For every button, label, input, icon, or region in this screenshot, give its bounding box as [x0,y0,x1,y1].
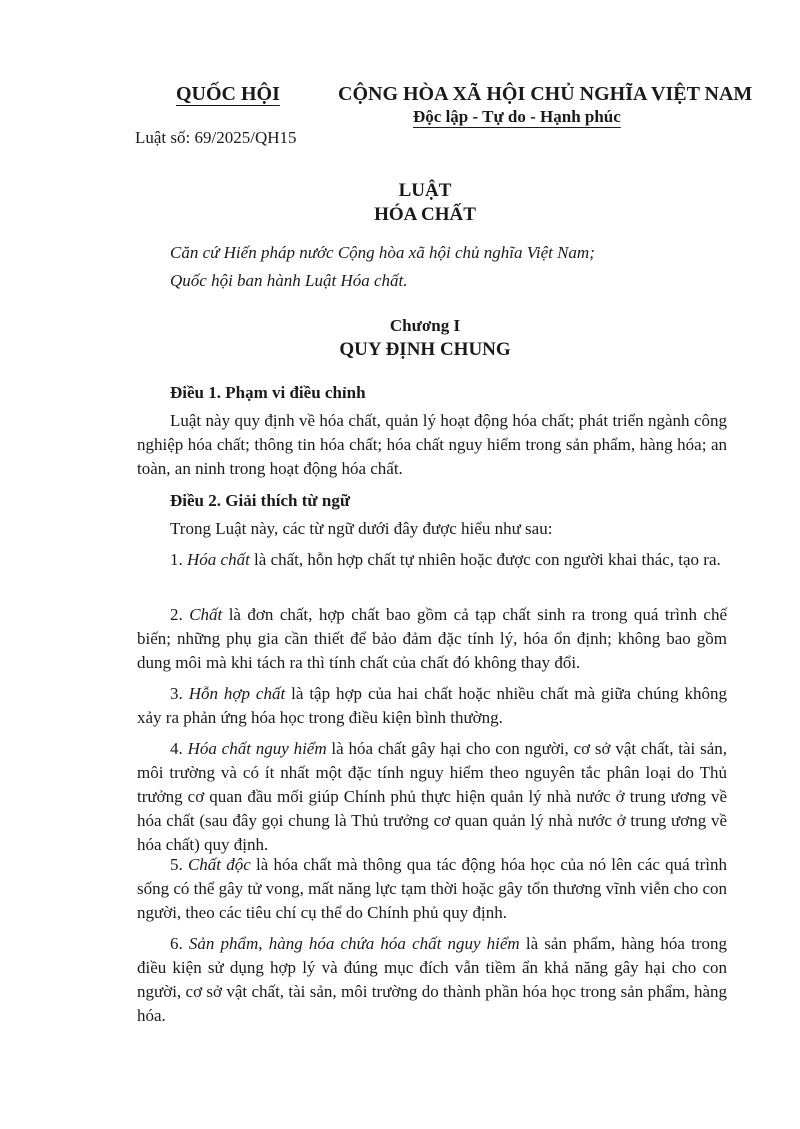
definition-item [137,548,727,572]
definition-item [137,603,727,675]
chapter-title: QUY ĐỊNH CHUNG [339,339,511,360]
definition-text: là hóa chất mà thông qua tác động hóa học của nó lên các quá trình sống có thể gây tử vong, mất năng lực tạm thời hoặc gây tổn thương vĩnh viễn cho con người, theo các tiêu chí cụ thể do Chính phủ quy định. [137,855,728,922]
definition-number: 1. [170,550,187,569]
definition-number: 3. [170,684,189,703]
article-2-heading: Điều 2. Giải thích từ ngữ [170,491,351,510]
definition-text: là chất, hỗn hợp chất tự nhiên hoặc được con người khai thác, tạo ra. [249,550,721,569]
chapter-number: Chương I [389,316,461,335]
definition-text: là đơn chất, hợp chất bao gồm cả tạp chất sinh ra trong quá trình chế biến; những phụ gia cần thiết để bảo đảm đặc tính lý, hóa ổn định; không bao gồm dung môi mà khi tách ra thì tính chất của chất đó không thay đổi. [137,605,727,672]
national-motto: Độc lập - Tự do - Hạnh phúc [413,107,621,126]
definition-term: Hỗn hợp chất [188,684,286,703]
definition-term: Hóa chất nguy hiểm [187,739,327,758]
document-type: LUẬT [398,180,452,201]
definition-item [137,853,727,925]
definition-item [137,932,727,1028]
definition-number: 6. [170,934,189,953]
definition-term: Chất độc [187,855,251,874]
definition-text: là hóa chất gây hại cho con người, cơ sở vật chất, tài sản, môi trường và có ít nhất một đặc tính nguy hiểm theo nguyên tắc phân loại do Thủ trưởng cơ quan đầu mối giúp Chính phủ thực hiện quản lý nhà nước ở trung ương về hóa chất (sau đây gọi chung là Thủ trưởng cơ quan quản lý nhà nước ở trung ương về hóa chất) quy định. [137,739,728,854]
definition-number: 4. [170,739,188,758]
country-name: CỘNG HÒA XÃ HỘI CHỦ NGHĨA VIỆT NAM [338,83,753,105]
definition-term: Sản phẩm, hàng hóa chứa hóa chất nguy hiểm [188,934,520,953]
definition-item [137,682,727,730]
enactment-line: Quốc hội ban hành Luật Hóa chất. [170,271,408,290]
law-title: HÓA CHẤT [374,204,476,225]
definition-item [137,737,727,857]
definition-text: là tập hợp của hai chất hoặc nhiều chất mà giữa chúng không xảy ra phản ứng hóa học trong điều kiện bình thường. [137,684,728,727]
law-number: Luật số: 69/2025/QH15 [135,128,297,147]
issuer-name: QUỐC HỘI [176,83,280,105]
article-2-intro: Trong Luật này, các từ ngữ dưới đây được hiểu như sau: [170,519,553,538]
definition-term: Hóa chất [187,550,250,569]
definition-number: 5. [170,855,188,874]
definition-term: Chất [189,605,223,624]
definition-number: 2. [170,605,190,624]
article-1-text: Luật này quy định về hóa chất, quản lý hoạt động hóa chất; phát triển ngành công nghiệp hóa chất; thông tin hóa chất; hóa chất nguy hiểm trong sản phẩm, hàng hóa; an toàn, an ninh trong hoạt động hóa chất. [137,411,727,478]
legal-basis-line: Căn cứ Hiến pháp nước Cộng hòa xã hội chủ nghĩa Việt Nam; [170,243,595,262]
article-1-heading: Điều 1. Phạm vi điều chỉnh [170,383,366,402]
definition-text: là sản phẩm, hàng hóa trong điều kiện sử dụng hợp lý và đúng mục đích vẫn tiềm ẩn khả năng gây hại cho con người, cơ sở vật chất, tài sản, môi trường do thành phần hóa học trong sản phẩm, hàng hóa. [137,934,727,1025]
